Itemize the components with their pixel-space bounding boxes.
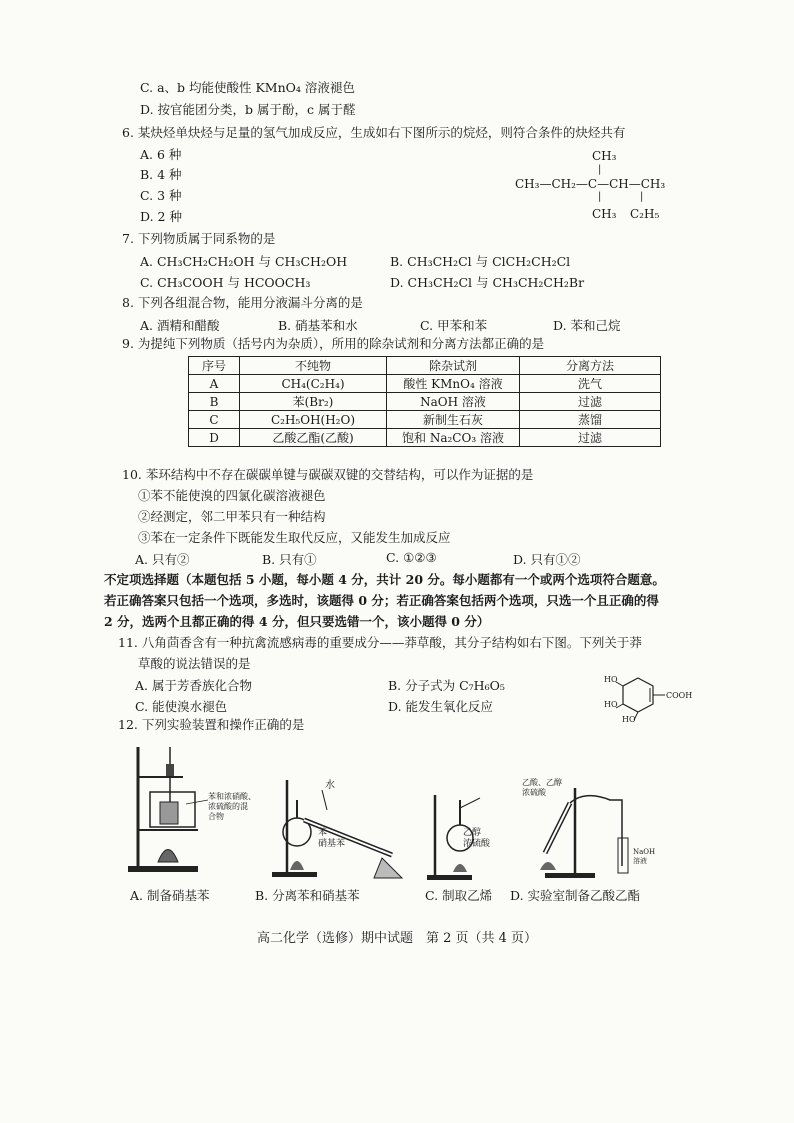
table-cell: 乙酸乙酯(乙酸) <box>240 429 387 447</box>
q6-option-c: C. 3 种 <box>140 188 182 203</box>
table-cell: NaOH 溶液 <box>387 393 520 411</box>
q10-item-1: ①苯不能使溴的四氯化碳溶液褪色 <box>138 488 326 503</box>
table-cell: C₂H₅OH(H₂O) <box>240 411 387 429</box>
q7-option-b: B. CH₃CH₂Cl 与 ClCH₂CH₂Cl <box>390 254 571 269</box>
table-cell: A <box>189 375 240 393</box>
q12-caption-c: C. 制取乙烯 <box>425 888 493 903</box>
q11-option-c: C. 能使溴水褪色 <box>135 699 228 714</box>
q8-option-a: A. 酒精和醋酸 <box>140 318 220 333</box>
q11-option-b: B. 分子式为 C₇H₆O₅ <box>388 678 505 693</box>
q7-option-d: D. CH₃CH₂Cl 与 CH₃CH₂CH₂Br <box>390 275 585 290</box>
table-cell: 蒸馏 <box>520 411 661 429</box>
q8-option-d: D. 苯和己烷 <box>553 318 621 333</box>
table-cell: 洗气 <box>520 375 661 393</box>
q12-b-mix-label: 苯 硝基苯 <box>318 828 346 849</box>
q5-option-d: D. 按官能团分类，b 属于酚，c 属于醛 <box>140 102 356 117</box>
q7-option-a: A. CH₃CH₂CH₂OH 与 CH₃CH₂OH <box>140 254 348 269</box>
table-row <box>189 411 661 429</box>
q6-structure-main: CH₃—CH₂—C—CH—CH₃ <box>515 177 666 191</box>
table-cell: 酸性 KMnO₄ 溶液 <box>387 375 520 393</box>
q6-option-a: A. 6 种 <box>140 147 182 162</box>
table-cell: 过滤 <box>520 393 661 411</box>
q7-stem: 7. 下列物质属于同系物的是 <box>122 231 276 246</box>
q11-option-d: D. 能发生氧化反应 <box>388 699 494 714</box>
table-cell: D <box>189 429 240 447</box>
q11-option-a: A. 属于芳香族化合物 <box>135 678 252 693</box>
q10-option-c: C. ①②③ <box>386 550 437 565</box>
q10-option-b: B. 只有① <box>262 552 317 567</box>
q11-label-ho-2: HO <box>604 700 618 709</box>
q6-structure-bottom-left: CH₃ <box>592 207 617 221</box>
q9-stem: 9. 为提纯下列物质（括号内为杂质），所用的除杂试剂和分离方法都正确的是 <box>122 336 545 351</box>
table-cell: CH₄(C₂H₄) <box>240 375 387 393</box>
section-instructions-3: 2 分，选两个且都正确的得 4 分，但只要选错一个，该小题得 0 分） <box>104 614 490 629</box>
q12-a-label: 苯和浓硝酸、 浓硫酸的混 合物 <box>208 792 256 821</box>
q7-option-c: C. CH₃COOH 与 HCOOCH₃ <box>140 275 311 290</box>
q5-option-c: C. a、b 均能使酸性 KMnO₄ 溶液褪色 <box>140 80 355 95</box>
q10-option-a: A. 只有② <box>135 552 190 567</box>
table-cell: C <box>189 411 240 429</box>
exam-page: C. a、b 均能使酸性 KMnO₄ 溶液褪色 D. 按官能团分类，b 属于酚，c 属于醛 6. 某炔烃单炔烃与足量的氢气加成反应，生成如右下图所示的烷烃，则符合条件的炔烃共有 A. 6 种 B. 4 种 C. 3 种 D. 2 种 CH₃ | CH₃—CH₂—C—CH—CH₃ | | CH₃ C₂H₅ 7. 下列物质属于同系物的是 A. CH₃CH₂CH₂OH 与 CH₃CH₂OH B. CH₃CH₂Cl 与 ClCH₂CH₂Cl C. CH₃COOH 与 HCOOCH₃ D. CH₃CH₂Cl 与 CH₃CH₂CH₂Br 8. 下列各组混合物，能用分液漏斗分离的是 A. 酒精和醋酸 B. 硝基苯和水 C. 甲苯和苯 D. 苯和己烷 9. 为提纯下列物质（括号内为杂质），所用的除杂试剂和分离方法都正确的是 序号 不纯物 除杂试剂 分离方法 A CH₄(C₂H₄) 酸性 KMnO₄ 溶液 洗气 B 苯(Br₂) NaOH 溶液 过滤 C C₂H₅OH(H₂O) 新制生石灰 蒸馏 D 乙酸乙酯(乙酸) 饱和 Na₂CO₃ 溶液 过滤 10. 苯环结构中不存在碳碳单键与碳碳双键的交替结构，可以作为证据的是 ①苯不能使溴的四氯化碳溶液褪色 ②经测定，邻二甲苯只有一种结构 ③苯在一定条件下既能发生取代反应，又能发生加成反应 A. 只有② B. 只有① C. ①②③ D. 只有①② 不定项选择题（本题包括 5 小题，每小题 4 分，共计 20 分。每小题都有一个或两个选项符合题意。 若正确答案只包括一个选项，多选时，该题得 0 分；若正确答案包括两个选项，只选一个且正确的得 2 分，选两个且都正确的得 4 分，但只要选错一个，该小题得 0 分） 11. 八角茴香含有一种抗禽流感病毒的重要成分——莽草酸，其分子结构如右下图。下列关于莽 草酸的说法错误的是 A. 属于芳香族化合物 B. 分子式为 C₇H₆O₅ C. 能使溴水褪色 D. 能发生氧化反应 HO HO HO COOH 12. 下列实验装置和操作正确的是 苯和浓硝酸、 浓硫酸的混 合物 水 苯 硝基苯 乙醇 浓硫酸 乙酸、乙醇 浓硫酸 NaOH 溶液 A. 制备硝基苯 B. 分离苯和硝基苯 C. 制取乙烯 D. 实验室制备乙酸乙酯 高二化学（选修）期中试题 第 2 页（共 4 页） <box>0 0 794 1123</box>
table-row <box>189 429 661 447</box>
q10-stem: 10. 苯环结构中不存在碳碳单键与碳碳双键的交替结构，可以作为证据的是 <box>122 467 534 482</box>
q10-option-d: D. 只有①② <box>513 552 581 567</box>
section-instructions-2: 若正确答案只包括一个选项，多选时，该题得 0 分；若正确答案包括两个选项，只选一个且正确的得 <box>104 593 659 608</box>
q9-header-cell: 序号 <box>189 357 240 375</box>
q9-table <box>188 356 661 447</box>
q6-option-b: B. 4 种 <box>140 167 182 182</box>
q11-label-ho-1: HO <box>604 675 618 684</box>
q6-option-d: D. 2 种 <box>140 209 182 224</box>
q6-structure-top: CH₃ <box>592 149 617 163</box>
table-cell: B <box>189 393 240 411</box>
table-row <box>189 393 661 411</box>
table-cell: 饱和 Na₂CO₃ 溶液 <box>387 429 520 447</box>
page-footer: 高二化学（选修）期中试题 第 2 页（共 4 页） <box>256 931 538 946</box>
q9-header-cell: 分离方法 <box>520 357 661 375</box>
q11-stem-2: 草酸的说法错误的是 <box>138 656 251 671</box>
q10-item-3: ③苯在一定条件下既能发生取代反应，又能发生加成反应 <box>138 530 451 545</box>
q8-option-b: B. 硝基苯和水 <box>278 318 358 333</box>
section-instructions-1: 不定项选择题（本题包括 5 小题，每小题 4 分，共计 20 分。每小题都有一个或两个选项符合题意。 <box>104 572 665 587</box>
q10-item-2: ②经测定，邻二甲苯只有一种结构 <box>138 509 326 524</box>
table-cell: 新制生石灰 <box>387 411 520 429</box>
q12-c-label: 乙醇 浓硫酸 <box>463 828 491 849</box>
q12-d-top-label: 乙酸、乙醇 浓硫酸 <box>522 778 562 797</box>
q6-stem: 6. 某炔烃单炔烃与足量的氢气加成反应，生成如右下图所示的烷烃，则符合条件的炔烃共有 <box>122 125 626 140</box>
q11-label-ho-3: HO <box>622 715 636 724</box>
q12-stem: 12. 下列实验装置和操作正确的是 <box>118 717 305 732</box>
q11-label-cooh: COOH <box>666 691 693 700</box>
q8-option-c: C. 甲苯和苯 <box>420 318 488 333</box>
q9-header-row <box>189 357 661 375</box>
q6-structure-bottom-right: C₂H₅ <box>630 207 660 221</box>
q9-header-cell: 不纯物 <box>240 357 387 375</box>
q12-b-water-label: 水 <box>325 780 335 791</box>
q12-d-side-label: NaOH 溶液 <box>633 848 656 865</box>
q8-stem: 8. 下列各组混合物，能用分液漏斗分离的是 <box>122 295 363 310</box>
q12-caption-b: B. 分离苯和硝基苯 <box>255 888 360 903</box>
q11-stem-1: 11. 八角茴香含有一种抗禽流感病毒的重要成分——莽草酸，其分子结构如右下图。下列关于莽 <box>118 635 642 650</box>
table-cell: 苯(Br₂) <box>240 393 387 411</box>
q9-header-cell: 除杂试剂 <box>387 357 520 375</box>
table-row <box>189 375 661 393</box>
q12-caption-a: A. 制备硝基苯 <box>130 888 210 903</box>
table-cell: 过滤 <box>520 429 661 447</box>
q12-caption-d: D. 实验室制备乙酸乙酯 <box>510 888 641 903</box>
